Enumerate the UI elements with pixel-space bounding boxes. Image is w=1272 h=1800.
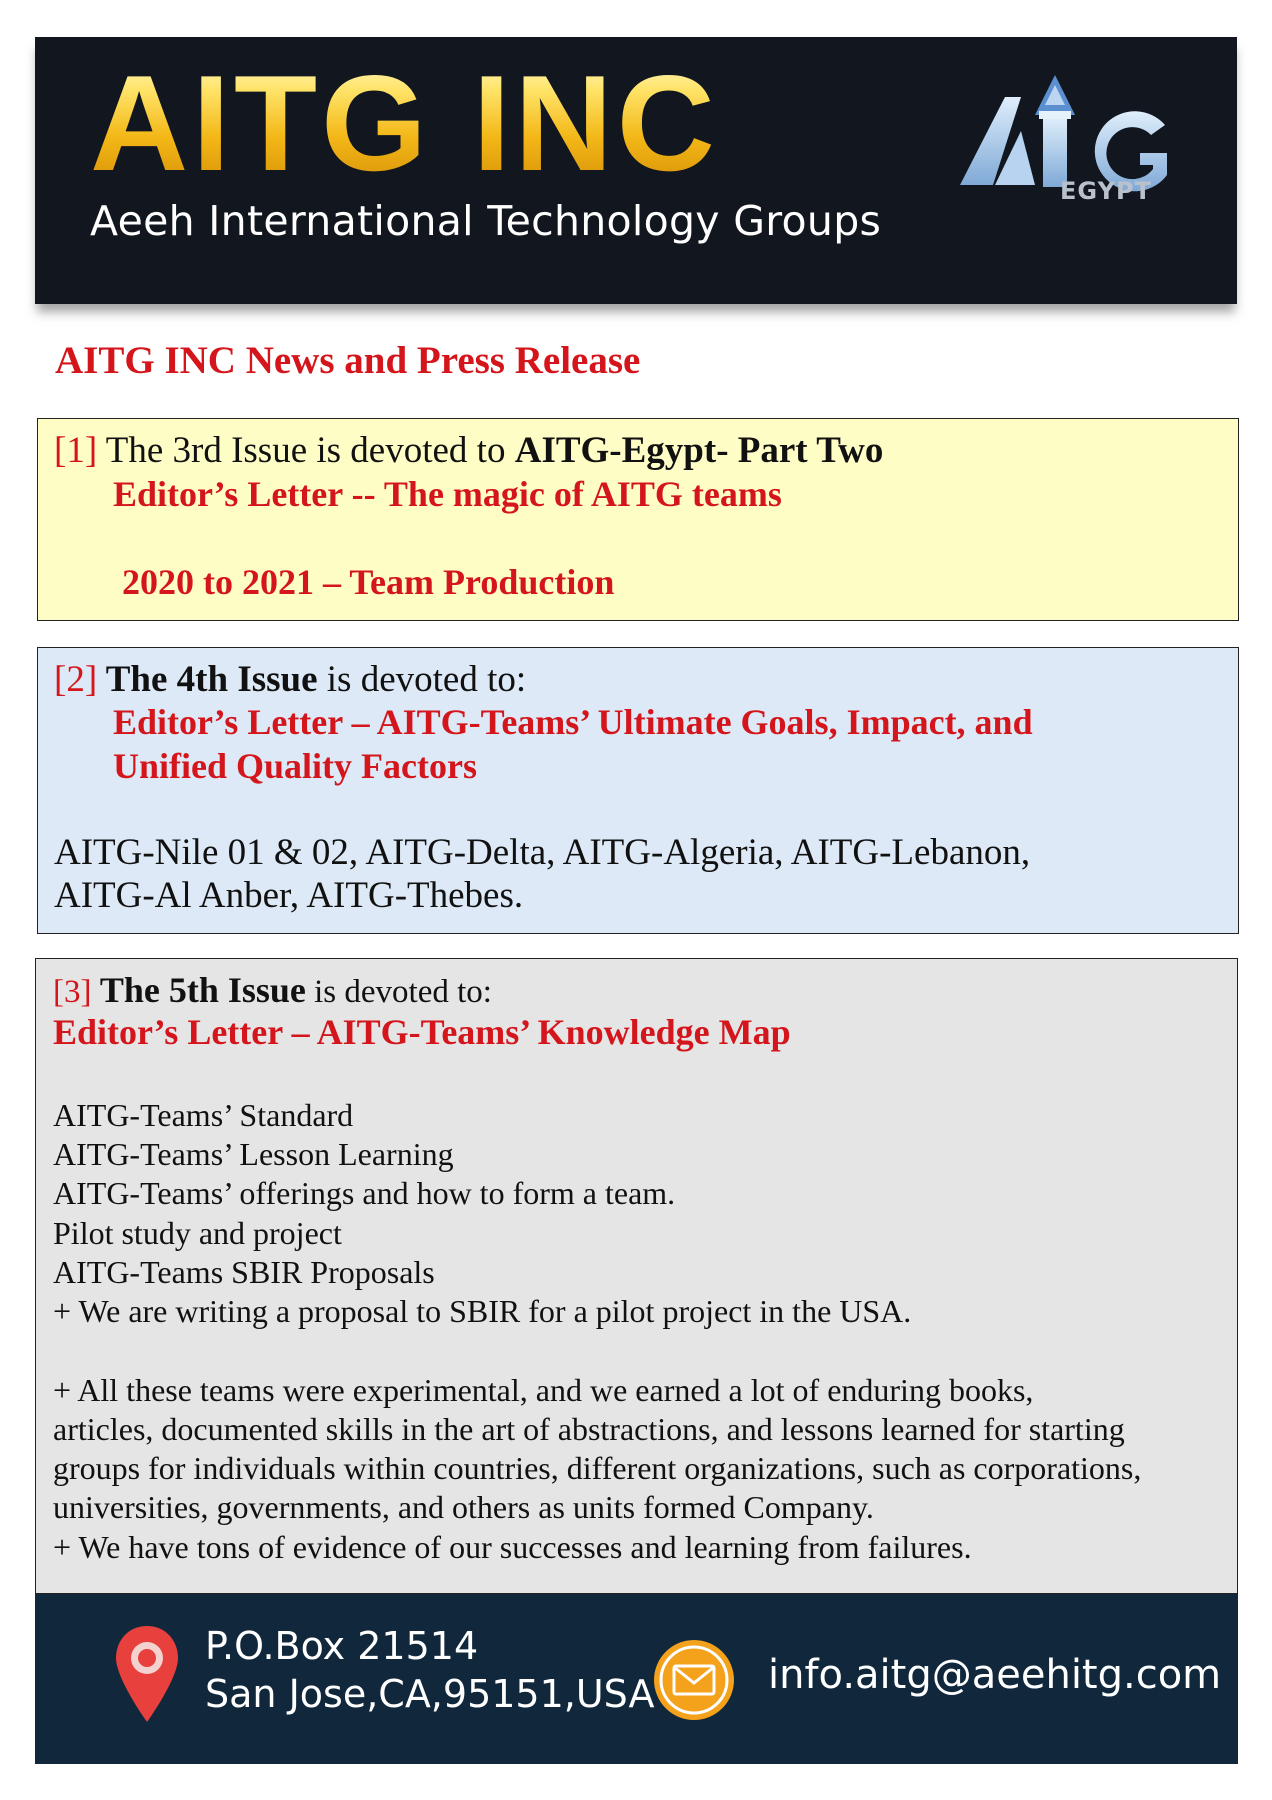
issue-subject: The 5th Issue — [91, 970, 306, 1010]
issue-number: [2] — [54, 659, 98, 700]
brand-subtitle: Aeeh International Technology Groups — [90, 197, 882, 245]
teams-list: AITG-Nile 01 & 02, AITG-Delta, AITG-Algeria, AITG-Lebanon, — [54, 832, 1031, 873]
list-item: AITG-Teams’ offerings and how to form a team. — [53, 1175, 676, 1211]
paragraph-line: articles, documented skills in the art of abstractions, and lessons learned for starting — [53, 1411, 1125, 1447]
editor-letter-title: Editor’s Letter – AITG-Teams’ Ultimate Goals, Impact, and — [113, 702, 1033, 742]
logo-label: EGYPT — [1060, 177, 1152, 205]
issue-2-intro-line — [54, 658, 526, 701]
paragraph-line: universities, governments, and others as units formed Company. — [53, 1489, 874, 1525]
address-line-2: San Jose,CA,95151,USA — [205, 1672, 655, 1716]
paragraph-line: + We have tons of evidence of our successes and learning from failures. — [53, 1529, 972, 1565]
teams-list-cont: AITG-Al Anber, AITG-Thebes. — [54, 875, 524, 916]
brand-title: AITG INC — [90, 47, 719, 199]
issue-box-3 — [35, 958, 1238, 1594]
location-pin-icon — [113, 1624, 181, 1724]
paragraph-line: + All these teams were experimental, and we earned a lot of enduring books, — [53, 1372, 1034, 1408]
list-item: + We are writing a proposal to SBIR for a pilot project in the USA. — [53, 1293, 912, 1329]
issue-number: [1] — [54, 430, 98, 471]
issue-1-period: 2020 to 2021 – Team Production — [122, 562, 615, 602]
envelope-icon — [652, 1638, 736, 1722]
issue-number: [3] — [53, 974, 92, 1010]
list-item: Pilot study and project — [53, 1215, 342, 1251]
editor-letter-title: Editor’s Letter – AITG-Teams’ Knowledge Map — [53, 1012, 791, 1052]
header-banner — [35, 37, 1237, 304]
issue-1-intro-line — [54, 429, 883, 472]
footer — [35, 1594, 1238, 1764]
aitg-egypt-logo — [935, 45, 1235, 245]
paragraph-line: groups for individuals within countries, different organizations, such as corporations, — [53, 1450, 1142, 1486]
contact-email[interactable]: info.aitg@aeehitg.com — [768, 1652, 1222, 1698]
issue-3-intro-line — [53, 969, 492, 1011]
editor-letter-title-cont: Unified Quality Factors — [113, 746, 477, 786]
issue-subject: The 4th Issue — [97, 659, 318, 700]
page-title: AITG INC News and Press Release — [55, 339, 641, 382]
issue-intro: is devoted to: — [317, 659, 527, 700]
issue-subject: AITG-Egypt- Part Two — [514, 430, 884, 471]
issue-box-2 — [37, 647, 1239, 934]
issue-intro: The 3rd Issue is devoted to — [97, 430, 515, 471]
issue-box-1 — [37, 418, 1239, 621]
editor-letter-title: Editor’s Letter -- The magic of AITG teams — [113, 474, 782, 514]
list-item: AITG-Teams’ Standard — [53, 1097, 354, 1133]
list-item: AITG-Teams’ Lesson Learning — [53, 1136, 454, 1172]
list-item: AITG-Teams SBIR Proposals — [53, 1254, 435, 1290]
issue-intro: is devoted to: — [305, 974, 492, 1010]
address-line-1: P.O.Box 21514 — [205, 1624, 479, 1668]
